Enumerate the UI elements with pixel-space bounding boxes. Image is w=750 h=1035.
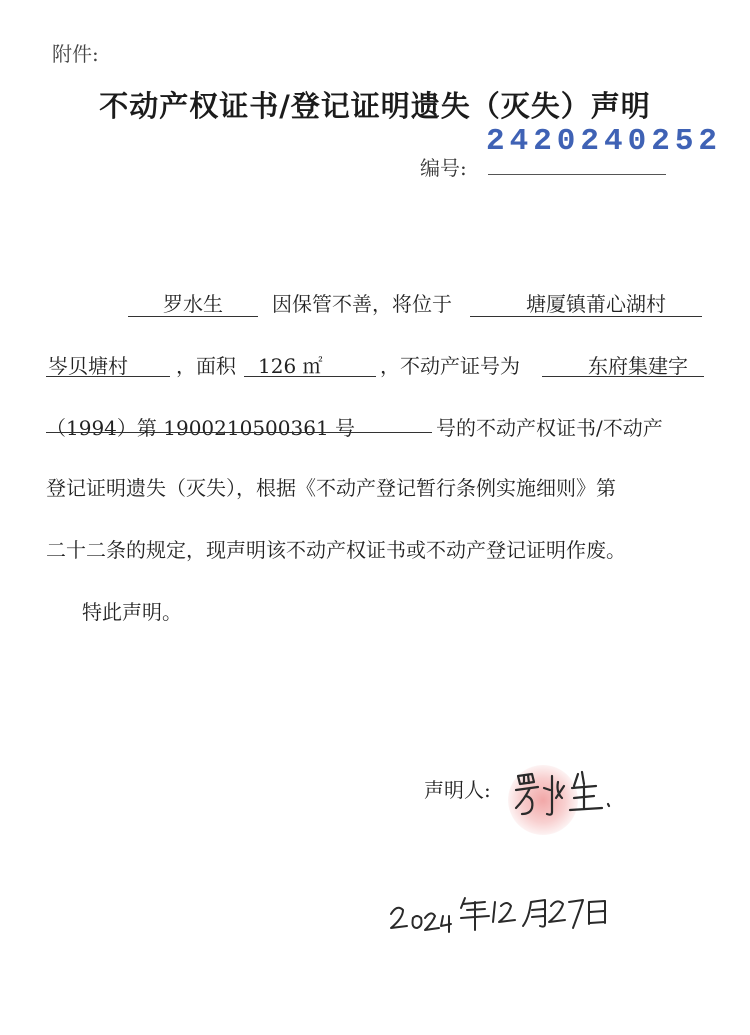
para-text-3: ，不动产证号为 — [380, 354, 520, 378]
area-underline — [244, 376, 376, 377]
number-underline — [488, 174, 666, 175]
para-text-2: ，面积 — [176, 354, 236, 378]
para-text-5: 登记证明遗失（灭失），根据《不动产登记暂行条例实施细则》第 — [46, 476, 616, 500]
para-text-4: 号的不动产权证书/不动产 — [436, 416, 663, 440]
closing-text: 特此声明。 — [82, 600, 182, 624]
para-text-6: 二十二条的规定，现声明该不动产权证书或不动产登记证明作废。 — [46, 538, 626, 562]
annex-label: 附件: — [52, 42, 99, 66]
number-label: 编号: — [420, 156, 467, 180]
name-underline — [128, 316, 258, 317]
number-value: 2420240252 — [486, 124, 723, 159]
cert-underline-a — [542, 376, 704, 377]
document-title: 不动产权证书/登记证明遗失（灭失）声明 — [99, 89, 651, 123]
declarant-label: 声明人: — [424, 778, 491, 802]
location-underline-b — [46, 376, 170, 377]
location-fill-a: 塘厦镇莆心湖村 — [526, 292, 666, 316]
declarant-name-fill: 罗水生 — [163, 292, 223, 316]
para-text-1: 因保管不善，将位于 — [272, 292, 452, 316]
handwritten-signature — [512, 768, 622, 820]
area-fill: 126 ㎡ — [258, 354, 323, 378]
location-underline-a — [470, 316, 702, 317]
cert-underline-b — [46, 432, 432, 433]
handwritten-date — [385, 880, 625, 950]
cert-fill-b: （1994）第 1900210500361 号 — [46, 416, 356, 440]
cert-fill-a: 东府集建字 — [588, 354, 688, 378]
location-fill-b: 岑贝塘村 — [48, 354, 128, 378]
